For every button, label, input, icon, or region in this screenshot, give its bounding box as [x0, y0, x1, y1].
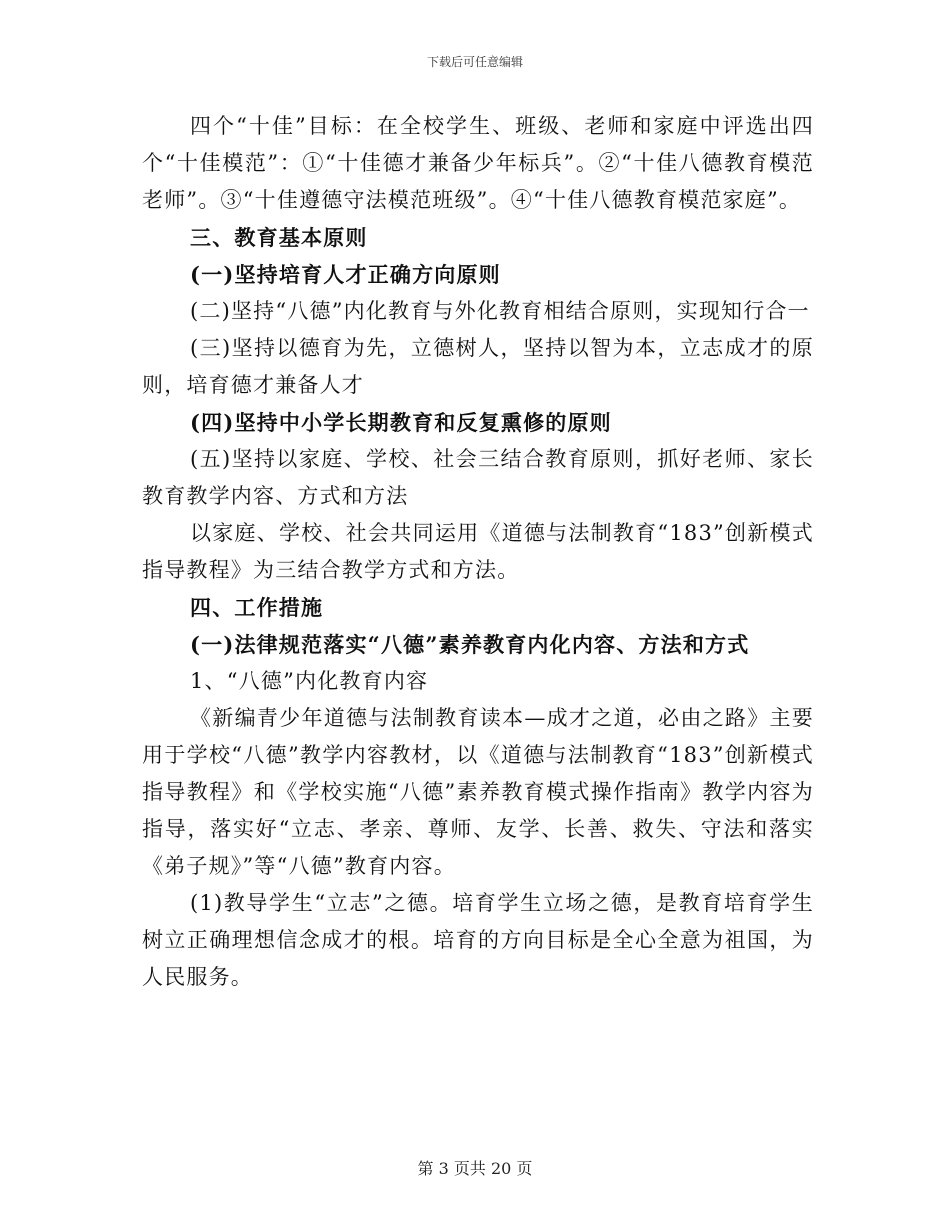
- paragraph-three-combined: 以家庭、学校、社会共同运用《道德与法制教育“183”创新模式指导教程》为三结合教学方式和方法。: [142, 521, 814, 582]
- principle-2: (二)坚持“八德”内化教育与外化教育相结合原则，实现知行合一: [190, 299, 810, 323]
- principle-1: (一)坚持培育人才正确方向原则: [190, 262, 501, 287]
- paragraph-goals: 四个“十佳”目标：在全校学生、班级、老师和家庭中评选出四个“十佳模范”：①“十佳德才兼备少年标兵”。②“十佳八德教育模范老师”。③“十佳遵德守法模范班级”。④“十佳八德教育模范家庭”。: [142, 114, 814, 212]
- paragraph-ambition: (1)教导学生“立志”之德。培育学生立场之德，是教育培育学生树立正确理想信念成才的根。培育的方向目标是全心全意为祖国，为人民服务。: [142, 891, 814, 989]
- paragraph-textbook: 《新编青少年道德与法制教育读本—成才之道，必由之路》主要用于学校“八德”教学内容教材，以《道德与法制教育“183”创新模式指导教程》和《学校实施“八德”素养教育模式操作指南》教学内容为指导，落实好“立志、孝亲、尊师、友学、长善、救失、守法和落实《弟子规》”等“八德”教育内容。: [142, 706, 814, 878]
- document-body: [142, 108, 814, 996]
- section-heading-measures: 四、工作措施: [190, 595, 324, 620]
- page-footer: 第 3 页共 20 页: [417, 1159, 533, 1178]
- principle-5: (五)坚持以家庭、学校、社会三结合教育原则，抓好老师、家长教育教学内容、方式和方法: [142, 447, 814, 508]
- section-heading-principles: 三、教育基本原则: [190, 225, 368, 250]
- principle-4: (四)坚持中小学长期教育和反复熏修的原则: [190, 410, 612, 435]
- principle-3: (三)坚持以德育为先，立德树人，坚持以智为本，立志成才的原则，培育德才兼备人才: [142, 336, 814, 397]
- subheading-content: 1、“八德”内化教育内容: [190, 669, 429, 693]
- page-header: 下载后可任意编辑: [426, 55, 523, 69]
- measure-1: (一)法律规范落实“八德”素养教育内化内容、方法和方式: [190, 632, 750, 657]
